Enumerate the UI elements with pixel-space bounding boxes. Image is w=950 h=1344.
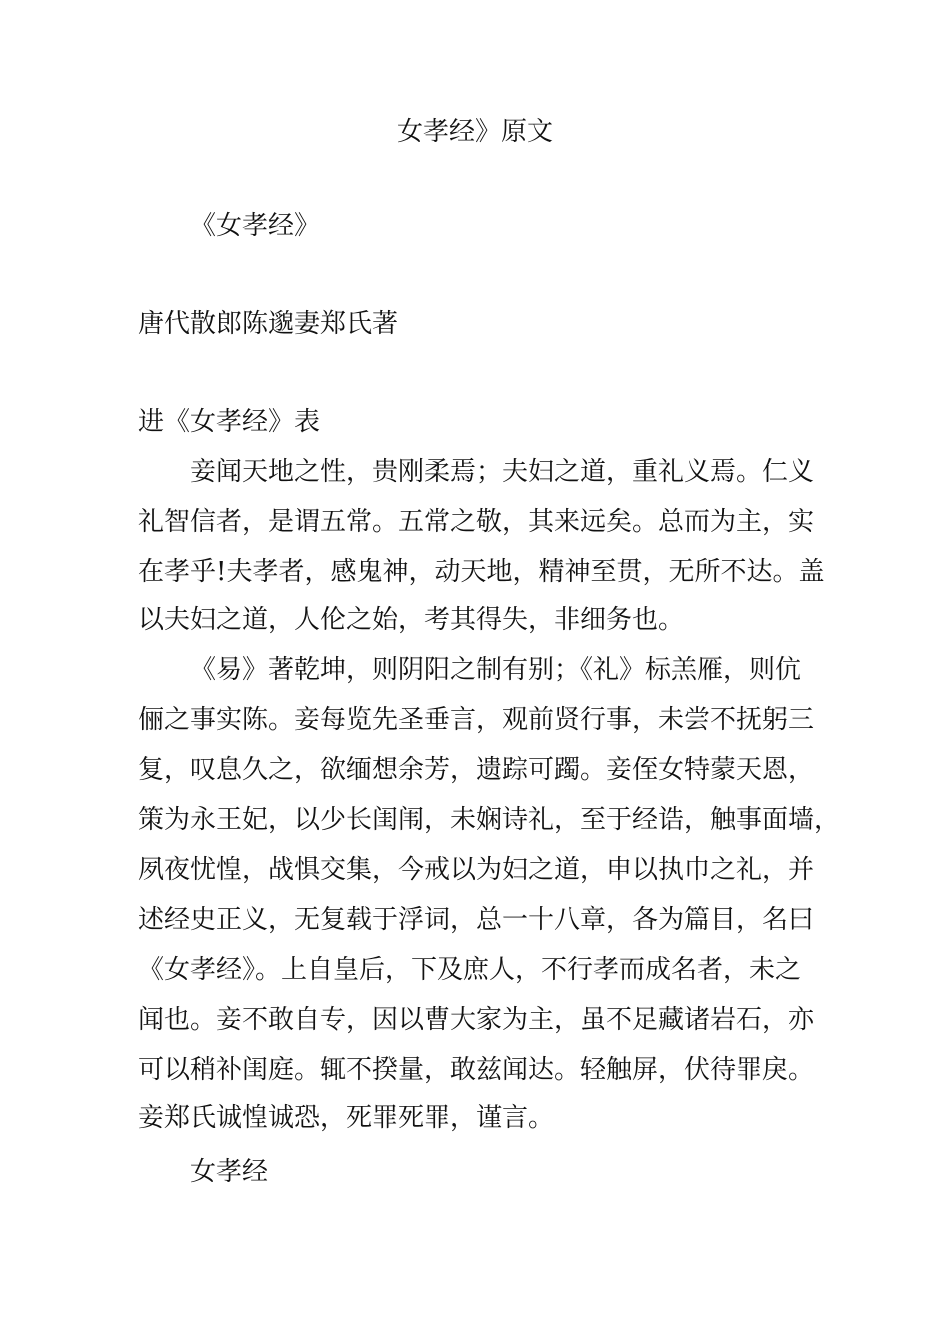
section-heading: 进《女孝经》表 <box>138 407 321 437</box>
paragraph-1-line: 在孝乎!夫孝者，感鬼神，动天地，精神至贯，无所不达。盖 <box>138 557 825 587</box>
paragraph-2-line: 《易》著乾坤，则阴阳之制有别；《礼》标羔雁，则伉 <box>190 655 802 685</box>
author-line: 唐代散郎陈邈妻郑氏著 <box>138 309 399 339</box>
paragraph-2-line: 策为永王妃，以少长闺闱，未娴诗礼，至于经诰，触事面墙， <box>138 805 841 835</box>
paragraph-2-line: 《女孝经》。上自皇后，下及庶人，不行孝而成名者，未之 <box>138 955 802 985</box>
document-title: 女孝经》原文 <box>396 117 553 147</box>
final-heading: 女孝经 <box>190 1157 269 1187</box>
paragraph-1-line: 礼智信者，是谓五常。五常之敬，其来远矣。总而为主，实 <box>138 507 815 537</box>
paragraph-2-line: 可以稍补闺庭。辄不揆量，敢兹闻达。轻触屏，伏待罪戾。 <box>138 1055 815 1085</box>
paragraph-1-line: 妾闻天地之性，贵刚柔焉；夫妇之道，重礼义焉。仁义 <box>190 457 815 487</box>
paragraph-2-line: 夙夜忧惶，战惧交集，今戒以为妇之道，申以执巾之礼，并 <box>138 855 815 885</box>
paragraph-2-line: 俪之事实陈。妾每览先圣垂言，观前贤行事，未尝不抚躬三 <box>138 705 815 735</box>
paragraph-2-line: 复，叹息久之，欲缅想余芳，遗踪可躅。妾侄女特蒙天恩， <box>138 755 815 785</box>
paragraph-2-line: 闻也。妾不敢自专，因以曹大家为主，虽不足藏诸岩石，亦 <box>138 1005 815 1035</box>
paragraph-2-line: 妾郑氏诚惶诚恐，死罪死罪，谨言。 <box>138 1103 555 1133</box>
document-subtitle: 《女孝经》 <box>190 211 321 241</box>
paragraph-1-line: 以夫妇之道，人伦之始，考其得失，非细务也。 <box>138 605 685 635</box>
paragraph-2-line: 述经史正义，无复载于浮词，总一十八章，各为篇目，名曰 <box>138 905 815 935</box>
